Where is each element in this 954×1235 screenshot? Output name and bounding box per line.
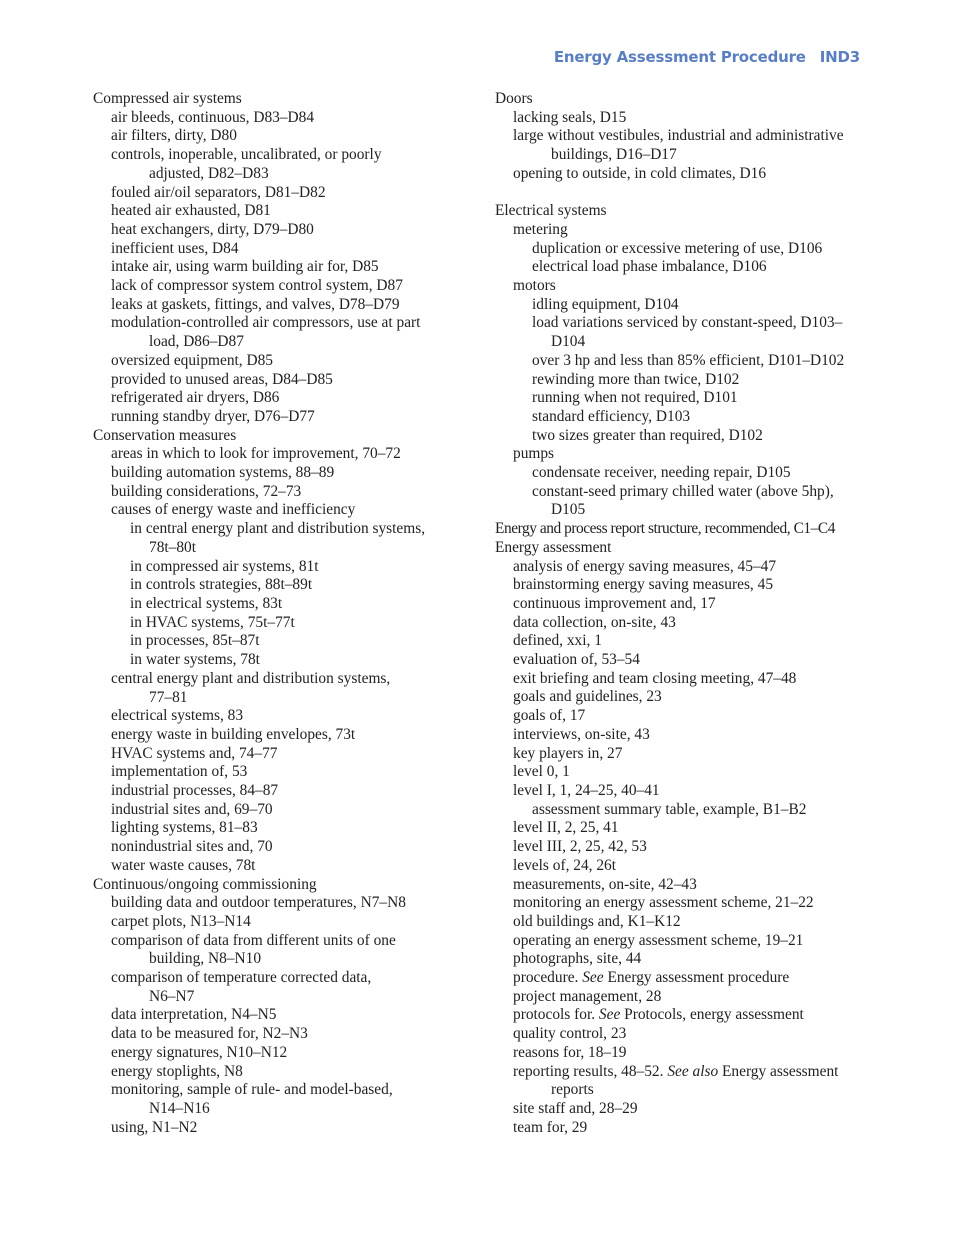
index-subentry: [495, 969, 867, 988]
index-subentry: causes of energy waste and inefficiency: [111, 501, 356, 519]
index-subentry: pumps: [513, 445, 555, 463]
index-subentry: modulation-controlled air compressors, use at part: [111, 314, 421, 332]
index-subsubentry: in central energy plant and distribution systems,: [130, 520, 426, 538]
index-subsubentry: two sizes greater than required, D102: [532, 426, 763, 444]
index-subentry: levels of, 24, 26t: [513, 856, 617, 874]
index-subsubentry: standard efficiency, D103: [532, 407, 691, 425]
index-subsubentry: in processes, 85t–87t: [130, 632, 260, 650]
index-subentry: leaks at gaskets, fittings, and valves, D78–D79: [111, 295, 400, 313]
index-entry-continuation: buildings, D16–D17: [551, 146, 677, 164]
index-heading: Energy assessment: [495, 538, 612, 556]
index-subentry: comparison of data from different units of one: [111, 931, 396, 949]
index-subentry: building automation systems, 88–89: [111, 464, 335, 482]
index-subentry: areas in which to look for improvement, 70–72: [111, 445, 401, 463]
index-subsubentry: rewinding more than twice, D102: [532, 370, 740, 388]
entry-text: Protocols, energy assessment: [620, 1006, 804, 1024]
index-column-right: [495, 90, 867, 1137]
running-header-title: Energy Assessment Procedure: [553, 48, 806, 66]
index-subsubentry: electrical load phase imbalance, D106: [532, 258, 767, 276]
index-subsubentry: over 3 hp and less than 85% efficient, D101–D102: [532, 351, 845, 369]
index-subentry: building considerations, 72–73: [111, 482, 302, 500]
index-subentry: heated air exhausted, D81: [111, 202, 271, 220]
index-subentry: nonindustrial sites and, 70: [111, 838, 273, 856]
cross-reference-label: See also: [667, 1062, 719, 1080]
index-subsubentry: condensate receiver, needing repair, D105: [532, 464, 791, 482]
index-subsubentry: constant-seed primary chilled water (above 5hp),: [532, 482, 834, 500]
index-entry-continuation: building, N8–N10: [149, 950, 262, 968]
index-heading: Doors: [495, 90, 533, 107]
index-entry-continuation: 78t–80t: [149, 538, 197, 556]
index-subentry: energy signatures, N10–N12: [111, 1043, 288, 1061]
index-subsubentry: running when not required, D101: [532, 389, 738, 407]
index-subentry: heat exchangers, dirty, D79–D80: [111, 220, 314, 238]
index-column-left: [93, 90, 453, 1137]
index-subentry: industrial processes, 84–87: [111, 782, 279, 800]
index-subentry: industrial sites and, 69–70: [111, 800, 273, 818]
index-subentry: interviews, on-site, 43: [513, 725, 650, 743]
index-subentry: team for, 29: [513, 1118, 588, 1136]
index-subentry: continuous improvement and, 17: [513, 594, 716, 612]
index-subentry: energy waste in building envelopes, 73t: [111, 725, 356, 743]
entry-text: protocols for.: [513, 1006, 599, 1024]
index-subentry: goals and guidelines, 23: [513, 688, 662, 706]
index-subentry: air filters, dirty, D80: [111, 127, 237, 145]
index-subentry: site staff and, 28–29: [513, 1099, 638, 1117]
index-heading: Conservation measures: [93, 426, 237, 444]
index-subentry: implementation of, 53: [111, 763, 248, 781]
index-subentry: fouled air/oil separators, D81–D82: [111, 183, 326, 201]
index-subentry: [495, 1006, 867, 1025]
index-heading: Compressed air systems: [93, 90, 242, 107]
index-heading: Energy and process report structure, recommended, C1–C4: [495, 520, 835, 538]
index-entry-continuation: 77–81: [149, 688, 188, 706]
index-entry-continuation: adjusted, D82–D83: [149, 164, 269, 182]
index-subentry: HVAC systems and, 74–77: [111, 744, 278, 762]
index-subentry: project management, 28: [513, 987, 662, 1005]
index-subentry: photographs, site, 44: [513, 950, 642, 968]
index-subsubentry: idling equipment, D104: [532, 295, 679, 313]
index-subentry: data to be measured for, N2–N3: [111, 1025, 308, 1043]
index-subentry: brainstorming energy saving measures, 45: [513, 576, 774, 594]
entry-text: reporting results, 48–52.: [513, 1062, 668, 1080]
index-subentry: controls, inoperable, uncalibrated, or poorly: [111, 146, 382, 164]
index-subentry: data collection, on-site, 43: [513, 613, 676, 631]
index-subentry: reasons for, 18–19: [513, 1043, 627, 1061]
index-subentry: [495, 1063, 867, 1082]
index-subentry: level III, 2, 25, 42, 53: [513, 838, 647, 856]
index-subentry: large without vestibules, industrial and administrative: [513, 127, 844, 145]
index-subentry: monitoring, sample of rule- and model-based,: [111, 1081, 393, 1099]
index-subentry: building data and outdoor temperatures, N7–N8: [111, 894, 406, 912]
index-subentry: opening to outside, in cold climates, D16: [513, 164, 767, 182]
index-entry-continuation: N14–N16: [149, 1099, 210, 1117]
index-subentry: analysis of energy saving measures, 45–47: [513, 557, 777, 575]
index-subentry: lighting systems, 81–83: [111, 819, 258, 837]
entry-spacer: [495, 184, 867, 203]
running-header: [554, 48, 860, 66]
page-code: IND3: [819, 48, 860, 66]
entry-text: Energy assessment: [718, 1062, 839, 1080]
index-subentry: evaluation of, 53–54: [513, 651, 640, 669]
index-subentry: quality control, 23: [513, 1025, 627, 1043]
index-subentry: level II, 2, 25, 41: [513, 819, 619, 837]
index-heading: Continuous/ongoing commissioning: [93, 875, 317, 893]
index-subsubentry: in water systems, 78t: [130, 651, 260, 669]
index-subentry: running standby dryer, D76–D77: [111, 407, 315, 425]
index-subentry: energy stoplights, N8: [111, 1062, 243, 1080]
index-subentry: carpet plots, N13–N14: [111, 912, 251, 930]
index-subsubentry: duplication or excessive metering of use, D106: [532, 239, 823, 257]
index-subentry: intake air, using warm building air for, D85: [111, 258, 379, 276]
index-entry-continuation: N6–N7: [149, 987, 195, 1005]
index-subentry: data interpretation, N4–N5: [111, 1006, 277, 1024]
index-subsubentry: load variations serviced by constant-speed, D103–: [532, 314, 843, 332]
index-subentry: old buildings and, K1–K12: [513, 912, 681, 930]
index-subentry: level I, 1, 24–25, 40–41: [513, 782, 660, 799]
index-subentry: electrical systems, 83: [111, 707, 244, 725]
index-subentry: refrigerated air dryers, D86: [111, 389, 280, 407]
index-subentry: operating an energy assessment scheme, 19–21: [513, 931, 804, 949]
index-subentry: defined, xxi, 1: [513, 632, 602, 650]
index-subentry: water waste causes, 78t: [111, 856, 256, 874]
index-subentry: lack of compressor system control system, D87: [111, 277, 403, 295]
index-subentry: motors: [513, 277, 556, 295]
index-subsubentry: assessment summary table, example, B1–B2: [532, 800, 807, 818]
cross-reference-label: See: [598, 1006, 621, 1024]
entry-text: procedure.: [513, 969, 583, 987]
index-subentry: comparison of temperature corrected data,: [111, 969, 372, 987]
index-subentry: lacking seals, D15: [513, 108, 627, 126]
index-subentry: oversized equipment, D85: [111, 351, 273, 369]
index-subentry: goals of, 17: [513, 707, 586, 725]
index-subsubentry: in electrical systems, 83t: [130, 594, 283, 612]
index-subentry: metering: [513, 220, 568, 238]
index-entry-continuation: D104: [551, 333, 586, 351]
index-subentry: monitoring an energy assessment scheme, 21–22: [513, 894, 814, 912]
index-subentry: central energy plant and distribution systems,: [111, 669, 391, 687]
index-subentry: exit briefing and team closing meeting, 47–48: [513, 669, 797, 687]
index-subentry: inefficient uses, D84: [111, 239, 239, 257]
index-subentry: air bleeds, continuous, D83–D84: [111, 108, 315, 126]
index-subentry: measurements, on-site, 42–43: [513, 875, 697, 893]
index-subentry: key players in, 27: [513, 744, 623, 762]
index-entry-continuation: D105: [551, 501, 586, 519]
index-subsubentry: in compressed air systems, 81t: [130, 557, 319, 575]
index-subentry: level 0, 1: [513, 763, 570, 781]
index-subsubentry: in controls strategies, 88t–89t: [130, 576, 313, 594]
entry-text: Energy assessment procedure: [603, 969, 790, 987]
index-subsubentry: in HVAC systems, 75t–77t: [130, 613, 295, 631]
cross-reference-label: See: [582, 969, 604, 987]
index-subentry: using, N1–N2: [111, 1118, 198, 1136]
index-entry-continuation: reports: [551, 1081, 594, 1099]
index-subentry: provided to unused areas, D84–D85: [111, 370, 333, 388]
index-entry-continuation: load, D86–D87: [149, 333, 244, 351]
index-heading: Electrical systems: [495, 202, 607, 220]
